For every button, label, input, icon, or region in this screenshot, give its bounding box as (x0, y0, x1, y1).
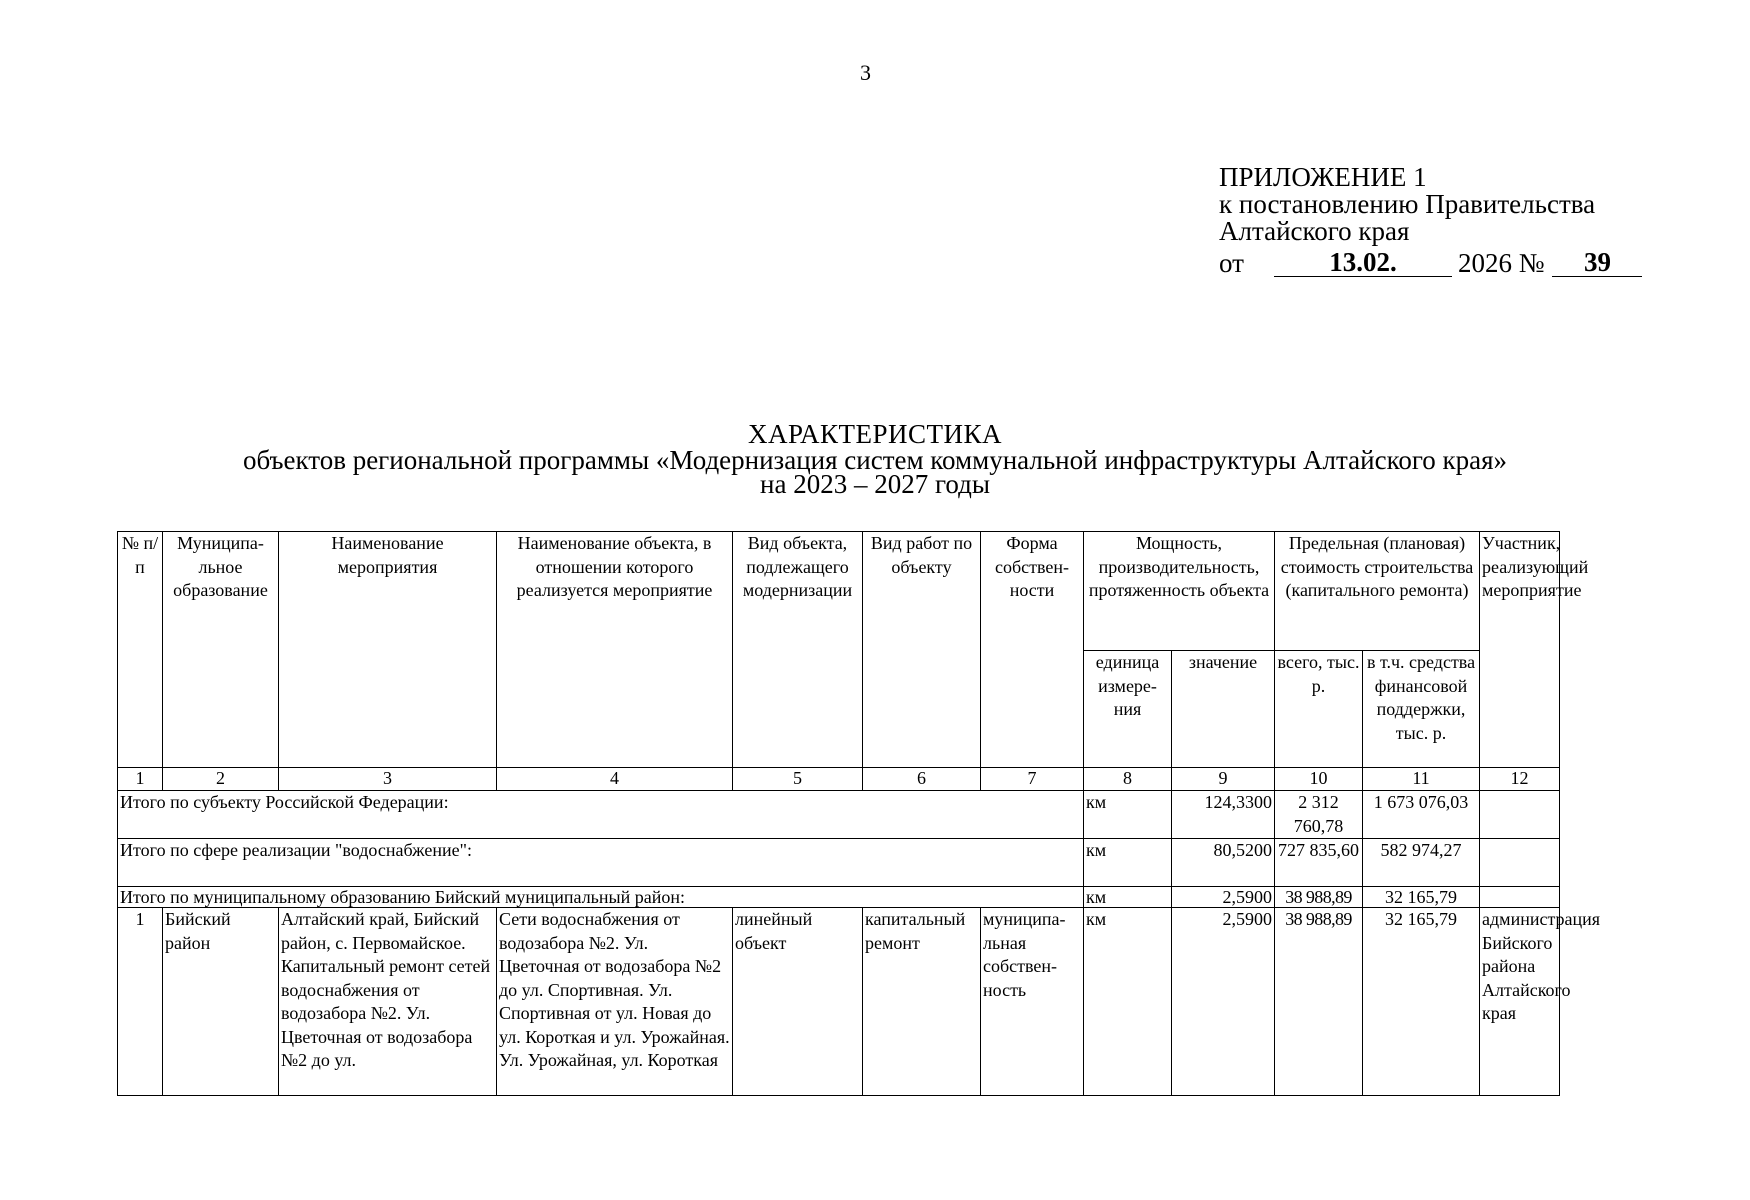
summary-row-water (118, 839, 1560, 887)
column-number: 10 (1275, 768, 1363, 791)
column-number: 2 (163, 768, 279, 791)
summary-total: 38 988,89 (1275, 887, 1363, 908)
characteristics-table (117, 531, 1601, 1096)
summary-row-subject (118, 791, 1560, 839)
header-group-cost: Предельная (плановая) стоимость строительства (капитального ремонта) (1275, 532, 1480, 651)
column-numbers-row (118, 768, 1560, 791)
appendix-block (1219, 164, 1642, 277)
document-heading: ХАРАКТЕРИСТИКА (747, 419, 1003, 449)
header-col-8: единица измере-ния (1084, 651, 1172, 768)
summary-value: 124,3300 (1172, 791, 1275, 839)
row-number: 1 (118, 908, 163, 1096)
summary-total: 2 312 760,78 (1275, 791, 1363, 839)
column-number: 5 (733, 768, 863, 791)
header-col-7: Форма собствен-ности (981, 532, 1084, 768)
header-col-2: Муниципа-льное образование (163, 532, 279, 768)
appendix-title: ПРИЛОЖЕНИЕ 1 (1219, 162, 1427, 192)
document-subtitle: объектов региональной программы «Модернизация систем коммунальной инфраструктуры Алтайского края» (242, 445, 1507, 475)
header-group-power: Мощность, производительность, протяженность объекта (1084, 532, 1275, 651)
column-number: 4 (497, 768, 733, 791)
summary-total: 727 835,60 (1275, 839, 1363, 887)
summary-support: 1 673 076,03 (1363, 791, 1480, 839)
column-number: 11 (1363, 768, 1480, 791)
summary-value: 80,5200 (1172, 839, 1275, 887)
row-total: 38 988,89 (1275, 908, 1363, 1096)
header-col-1: № п/п (118, 532, 163, 768)
column-number: 1 (118, 768, 163, 791)
row-ownership: муниципа-льная собствен-ность (981, 908, 1084, 1096)
header-row-1 (118, 532, 1560, 651)
header-col-11: в т.ч. средства финансовой поддержки, тыс. р. (1363, 651, 1480, 768)
header-col-5: Вид объекта, подлежащего модернизации (733, 532, 863, 768)
appendix-date-line (1219, 249, 1642, 277)
row-support: 32 165,79 (1363, 908, 1480, 1096)
column-number: 9 (1172, 768, 1275, 791)
summary-participant (1480, 791, 1560, 839)
header-col-6: Вид работ по объекту (863, 532, 981, 768)
header-col-10: всего, тыс. р. (1275, 651, 1363, 768)
summary-unit: км (1084, 791, 1172, 839)
row-unit: км (1084, 908, 1172, 1096)
row-municipality: Бийский район (163, 908, 279, 1096)
header-col-12: Участник, реализующий мероприятие (1480, 532, 1560, 768)
summary-row-municipality (118, 887, 1560, 908)
appendix-line-2: Алтайского края (1219, 216, 1410, 246)
header-col-4: Наименование объекта, в отношении которого реализуется мероприятие (497, 532, 733, 768)
summary-support: 32 165,79 (1363, 887, 1480, 908)
summary-unit: км (1084, 887, 1172, 908)
column-number: 6 (863, 768, 981, 791)
column-number: 3 (279, 768, 497, 791)
summary-participant (1480, 839, 1560, 887)
summary-participant (1480, 887, 1560, 908)
column-number: 8 (1084, 768, 1172, 791)
appendix-number: 39 (1552, 249, 1642, 277)
page-number: 3 (860, 60, 871, 85)
appendix-ot: от (1219, 248, 1244, 278)
summary-label: Итого по муниципальному образованию Бийский муниципальный район: (118, 887, 1084, 908)
summary-support: 582 974,27 (1363, 839, 1480, 887)
table-row (118, 908, 1560, 1096)
row-value: 2,5900 (1172, 908, 1275, 1096)
summary-unit: км (1084, 839, 1172, 887)
row-participant: администрация Бийского района Алтайского края (1480, 908, 1560, 1096)
appendix-line-1: к постановлению Правительства (1219, 189, 1596, 219)
row-object: Сети водоснабжения от водозабора №2. Ул. Цветочная от водозабора №2 до ул. Спортивная. Ул. Спортивная от ул. Новая до ул. Короткая и ул. Урожайная. Ул. Урожайная, ул. Короткая (497, 908, 733, 1096)
column-number: 7 (981, 768, 1084, 791)
row-work-type: капитальный ремонт (863, 908, 981, 1096)
column-number: 12 (1480, 768, 1560, 791)
document-years: на 2023 – 2027 годы (760, 469, 990, 499)
row-object-type: линейный объект (733, 908, 863, 1096)
header-col-9: значение (1172, 651, 1275, 768)
header-col-3: Наименование мероприятия (279, 532, 497, 768)
appendix-date: 13.02. (1274, 249, 1452, 277)
appendix-year: 2026 № (1457, 248, 1545, 278)
row-measure: Алтайский край, Бийский район, с. Первомайское. Капитальный ремонт сетей водоснабжения от водозабора №2. Ул. Цветочная от водозабора №2 до ул. (279, 908, 497, 1096)
summary-label: Итого по субъекту Российской Федерации: (118, 791, 1084, 839)
summary-value: 2,5900 (1172, 887, 1275, 908)
summary-label: Итого по сфере реализации "водоснабжение": (118, 839, 1084, 887)
